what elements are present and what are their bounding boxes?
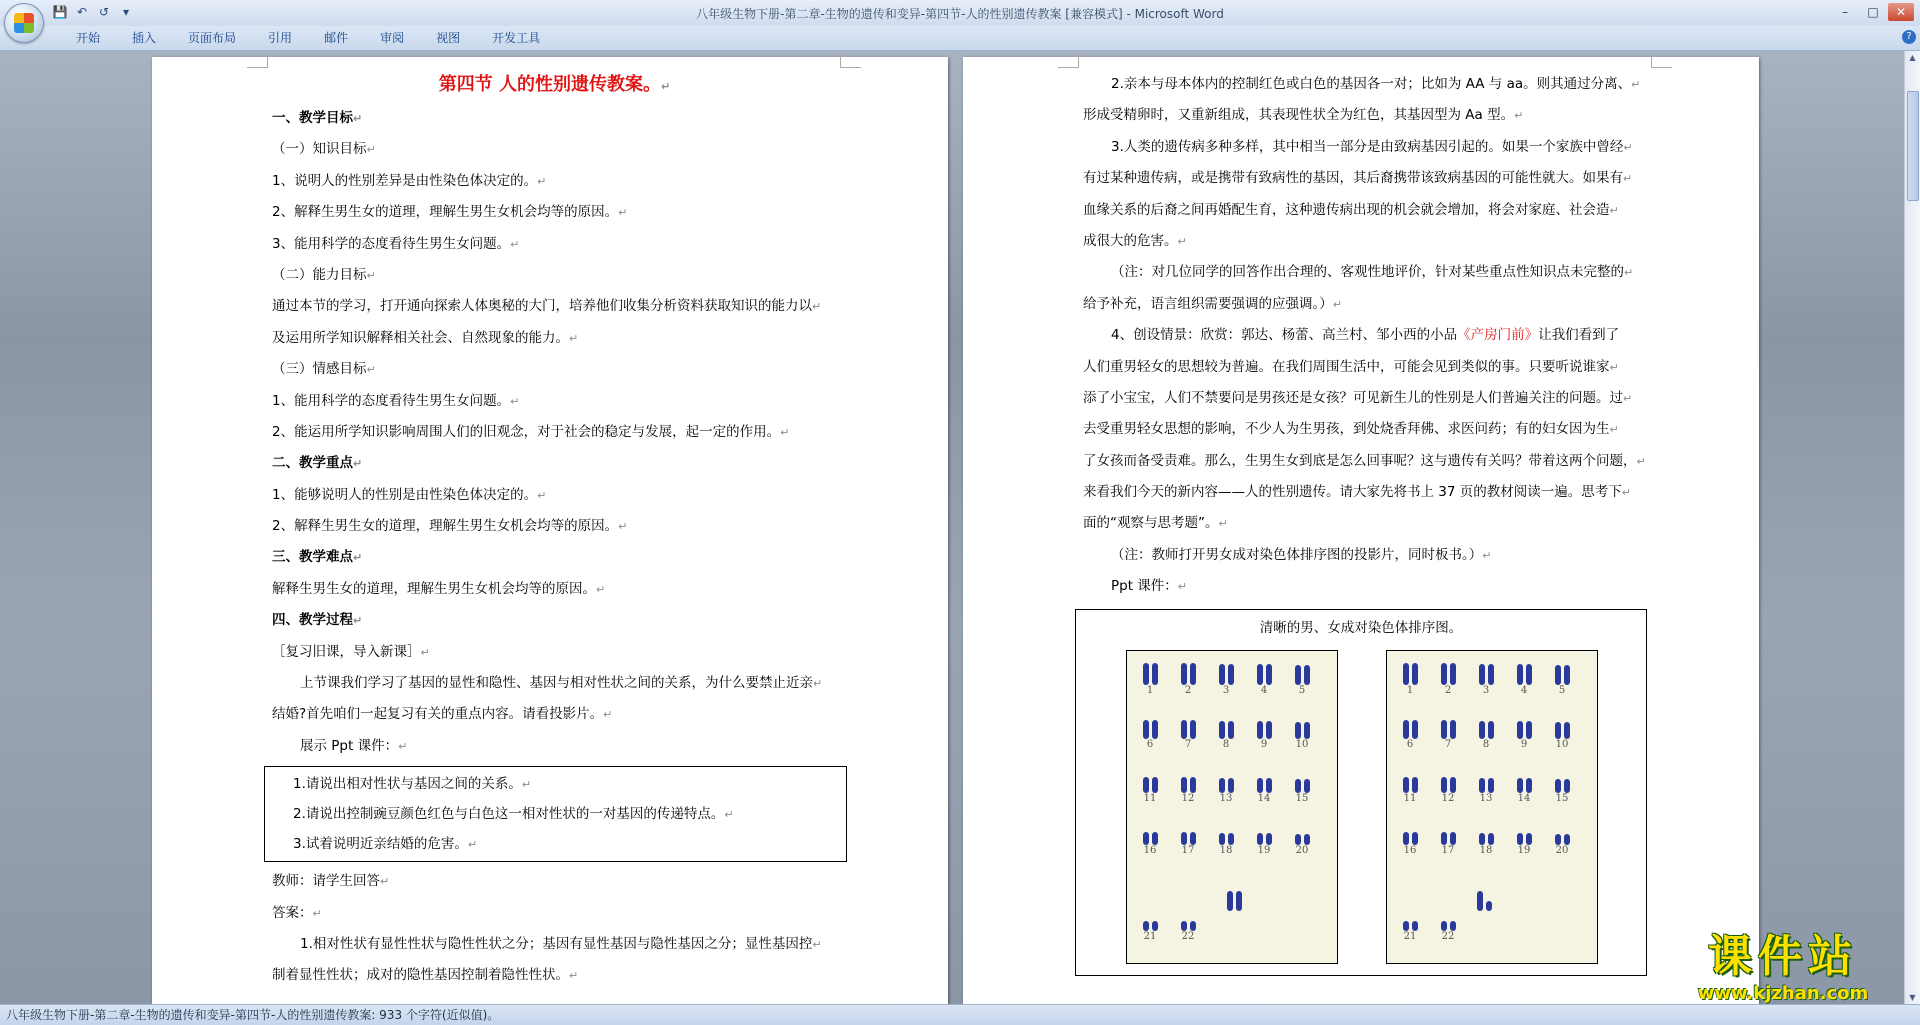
- paragraph-mark: ↵: [353, 614, 363, 628]
- chromosome-pair: [1133, 717, 1167, 751]
- paragraph-line: 教师：请学生回答↵: [272, 873, 390, 890]
- chromosome-pair: [1171, 771, 1205, 805]
- paragraph-mark: ↵: [780, 425, 790, 439]
- paragraph-mark: ↵: [618, 520, 628, 534]
- paragraph-line: 2、能运用所学知识影响周围人们的旧观念，对于社会的稳定与发展，起一定的作用。↵: [272, 423, 790, 440]
- paragraph-mark: ↵: [812, 300, 822, 314]
- chromosome-number: 15: [1555, 792, 1569, 804]
- paragraph-line: （三）情感目标↵: [272, 361, 376, 378]
- paragraph-line: 形成受精卵时，又重新组成，其表现性状全为红色，其基因型为 Aa 型。↵: [1083, 107, 1524, 124]
- paragraph-line: 一、教学目标↵: [272, 110, 363, 126]
- chromosome-number: 7: [1444, 738, 1452, 750]
- chromosome-pair: [1209, 771, 1243, 805]
- paragraph-line: 制着显性性状；成对的隐性基因控制着隐性性状。↵: [272, 967, 579, 984]
- chromosome-pair: [1469, 717, 1503, 751]
- paragraph-line: 及运用所学知识解释相关社会、自然现象的能力。↵: [272, 329, 579, 346]
- chromosome-pair: [1285, 717, 1319, 751]
- vertical-scrollbar[interactable]: [1904, 51, 1920, 1005]
- paragraph-mark: ↵: [510, 237, 520, 251]
- tab-review[interactable]: 审阅: [380, 31, 405, 45]
- ribbon: [0, 26, 1920, 51]
- chromosome-pair: [1133, 663, 1167, 697]
- karyotype-panel-male: [1386, 650, 1598, 964]
- paragraph-line: 解释生男生女的道理，理解生男生女机会均等的原因。↵: [272, 580, 606, 597]
- paragraph-line: 来看我们今天的新内容——人的性别遗传。请大家先将书上 37 页的教材阅读一遍。思考下↵: [1083, 484, 1631, 501]
- paragraph-mark: ↵: [1177, 580, 1188, 594]
- chromosome-number: 18: [1479, 844, 1493, 856]
- redo-icon[interactable]: ↺: [98, 5, 110, 19]
- paragraph-line: 四、教学过程↵: [272, 612, 363, 629]
- paragraph-mark: ↵: [1482, 548, 1492, 562]
- page-1-content: [272, 67, 837, 992]
- paragraph-line: 去受重男轻女思想的影响，不少人为生男孩，到处烧香拜佛、求医问药；有的妇女因为生↵: [1083, 421, 1619, 438]
- sex-chromosome-pair: [1467, 889, 1501, 911]
- tab-insert[interactable]: 插入: [132, 31, 157, 45]
- chromosome-pair: [1209, 663, 1243, 697]
- page-2-body-continued: [1083, 352, 1648, 603]
- paragraph-mark: ↵: [813, 677, 823, 691]
- chromosome-pair: [1171, 717, 1205, 751]
- chromosome-number: 12: [1441, 792, 1455, 804]
- scroll-down-icon[interactable]: ▼: [1909, 993, 1916, 1002]
- office-button[interactable]: [4, 3, 44, 43]
- paragraph-line: 通过本节的学习，打开通向探索人体奥秘的大门，培养他们收集分析资料获取知识的能力以↵: [272, 298, 822, 315]
- paragraph-mark: ↵: [380, 875, 390, 889]
- paragraph-line: 结婚?首先咱们一起复习有关的重点内容。请看投影片。↵: [272, 706, 613, 723]
- karyotype-figure: [1075, 609, 1647, 976]
- ppt-question: 1.请说出相对性状与基因之间的关系。↵: [293, 776, 532, 793]
- chromosome-number: 9: [1520, 738, 1528, 750]
- paragraph-line: （注：对几位同学的回答作出合理的、客观性地评价，针对某些重点性知识点未完整的↵: [1111, 264, 1634, 281]
- paragraph-line: 人们重男轻女的思想较为普遍。在我们周围生活中，可能会见到类似的事。只要听说谁家↵: [1083, 358, 1619, 375]
- chromosome-number: 21: [1143, 930, 1157, 942]
- chromosome-pair: [1507, 717, 1541, 751]
- tab-view[interactable]: 视图: [436, 31, 461, 45]
- tab-mailings[interactable]: 邮件: [324, 31, 349, 45]
- chromosome-number: 16: [1403, 844, 1417, 856]
- page-1-answers: [272, 866, 837, 992]
- chromosome-number: 14: [1257, 792, 1271, 804]
- paragraph-mark: ↵: [1514, 109, 1524, 123]
- paragraph-line: Ppt 课件：↵: [1111, 578, 1188, 595]
- chromosome-pair: [1469, 771, 1503, 805]
- paragraph-mark: ↵: [1609, 423, 1619, 437]
- paragraph-mark: ↵: [1621, 486, 1631, 500]
- chromosome-number: 2: [1444, 684, 1452, 696]
- scroll-up-icon[interactable]: ▲: [1909, 53, 1916, 62]
- chromosome-pair: [1393, 663, 1427, 697]
- window-controls: [1832, 3, 1914, 21]
- chromosome-pair: [1393, 823, 1427, 857]
- chromosome-number: 10: [1295, 738, 1309, 750]
- chromosome-pair: [1431, 909, 1465, 943]
- chromosome-pair: [1209, 823, 1243, 857]
- figure-caption: 清晰的男、女成对染色体排序图。: [1259, 619, 1463, 636]
- watermark-url: www.kjzhan.com: [1697, 983, 1869, 1004]
- chromosome-number: 4: [1260, 684, 1268, 696]
- scroll-thumb[interactable]: [1907, 91, 1919, 201]
- paragraph-mark: ↵: [1623, 172, 1633, 186]
- paragraph-mark: ↵: [353, 112, 363, 125]
- paragraph-line: 添了小宝宝，人们不禁要问是男孩还是女孩？可见新生儿的性别是人们普遍关注的问题。过↵: [1083, 389, 1633, 406]
- chromosome-number: 7: [1184, 738, 1192, 750]
- paragraph-mark: ↵: [312, 906, 322, 920]
- paragraph-mark: ↵: [569, 969, 579, 983]
- chromosome-number: 8: [1482, 738, 1490, 750]
- chromosome-number: 20: [1295, 844, 1309, 856]
- paragraph-mark: ↵: [812, 937, 822, 951]
- chromosome-number: 15: [1295, 792, 1309, 804]
- tab-page-layout[interactable]: 页面布局: [188, 31, 237, 45]
- paragraph-line: 面的“观察与思考题”。↵: [1083, 515, 1228, 532]
- chromosome-pair: [1247, 663, 1281, 697]
- chromosome-number: 22: [1181, 930, 1195, 942]
- chromosome-pair: [1507, 771, 1541, 805]
- paragraph-mark: ↵: [353, 551, 363, 565]
- save-icon[interactable]: 💾: [52, 5, 68, 19]
- chromosome-number: 17: [1181, 844, 1195, 856]
- paragraph-mark: ↵: [537, 488, 547, 502]
- chromosome-pair: [1431, 823, 1465, 857]
- paragraph-line: 了女孩而备受责难。那么，生男生女到底是怎么回事呢？这与遗传有关吗？带着这两个问题，↵: [1083, 452, 1646, 469]
- close-icon[interactable]: ✕: [1888, 3, 1914, 21]
- chromosome-number: 3: [1482, 684, 1490, 696]
- paragraph-mark: ↵: [596, 582, 606, 596]
- chromosome-pair: [1469, 663, 1503, 697]
- paragraph-line: 展示 Ppt 课件：↵: [300, 737, 408, 754]
- paragraph-line: 3、能用科学的态度看待生男生女问题。↵: [272, 235, 520, 252]
- paragraph-line: 血缘关系的后裔之间再婚配生育，这种遗传病出现的机会就会增加，将会对家庭、社会造↵: [1083, 201, 1619, 218]
- paragraph-mark: ↵: [510, 394, 520, 408]
- story-line: 4、创设情景：欣赏：郭达、杨蕾、高兰村、邹小西的小品《产房门前》让我们看到了: [1111, 327, 1620, 344]
- chromosome-pair: [1171, 823, 1205, 857]
- paragraph-mark: ↵: [618, 206, 628, 220]
- chromosome-pair: [1285, 663, 1319, 697]
- chromosome-number: 5: [1558, 684, 1566, 696]
- chromosome-number: 13: [1219, 792, 1233, 804]
- paragraph-mark: ↵: [537, 174, 547, 188]
- chromosome-number: 22: [1441, 930, 1455, 942]
- chromosome-number: 1: [1146, 684, 1154, 696]
- chromosome-number: 6: [1406, 738, 1414, 750]
- paragraph-mark: ↵: [1609, 203, 1619, 217]
- paragraph-line: 有过某种遗传病，或是携带有致病性的基因，其后裔携带该致病基因的可能性就大。如果有↵: [1083, 170, 1633, 187]
- chromosome-number: 6: [1146, 738, 1154, 750]
- page-2[interactable]: [963, 57, 1759, 1005]
- chromosome-number: 19: [1257, 844, 1271, 856]
- chromosome-number: 8: [1222, 738, 1230, 750]
- chromosome-number: 12: [1181, 792, 1195, 804]
- title-bar: [0, 0, 1920, 27]
- help-icon[interactable]: ?: [1902, 30, 1916, 44]
- chromosome-pair: [1393, 771, 1427, 805]
- tab-developer[interactable]: 开发工具: [492, 31, 541, 45]
- chromosome-number: 19: [1517, 844, 1531, 856]
- crop-mark: [1058, 53, 1079, 68]
- chromosome-pair: [1545, 771, 1579, 805]
- chromosome-pair: [1133, 823, 1167, 857]
- paragraph-mark: ↵: [420, 645, 430, 659]
- chromosome-pair: [1247, 823, 1281, 857]
- paragraph-mark: ↵: [1631, 78, 1641, 91]
- paragraph-line: 1、说明人的性别差异是由性染色体决定的。↵: [272, 172, 547, 189]
- maximize-icon[interactable]: □: [1867, 5, 1879, 19]
- document-title: 第四节 人的性别遗传教案。↵: [438, 74, 671, 95]
- paragraph-line: 2、解释生男生女的道理，理解生男生女机会均等的原因。↵: [272, 518, 628, 535]
- paragraph-line: 1、能够说明人的性别是由性染色体决定的。↵: [272, 486, 547, 503]
- paragraph-line: （二）能力目标↵: [272, 266, 376, 283]
- status-bar: [0, 1004, 1920, 1025]
- ppt-question: 2.请说出控制豌豆颜色红色与白色这一相对性状的一对基因的传递特点。↵: [293, 806, 734, 823]
- office-logo-icon: [14, 13, 34, 33]
- chromosome-number: 5: [1298, 684, 1306, 696]
- chromosome-pair: [1431, 717, 1465, 751]
- chromosome-pair: [1545, 823, 1579, 857]
- document-workspace: [0, 51, 1905, 1005]
- paragraph-mark: ↵: [1623, 391, 1633, 405]
- status-text: 八年级生物下册-第二章-生物的遗传和变异-第四节-人的性别遗传教案: 933 个字符(近似值)。: [6, 1008, 500, 1022]
- paragraph-line: 答案：↵: [272, 904, 322, 921]
- chromosome-pair: [1285, 823, 1319, 857]
- paragraph-mark: ↵: [366, 143, 376, 157]
- paragraph-line: （一）知识目标↵: [272, 141, 376, 158]
- chromosome-number: 17: [1441, 844, 1455, 856]
- undo-icon[interactable]: ↶: [76, 5, 88, 19]
- chromosome-pair: [1247, 771, 1281, 805]
- paragraph-line: 二、教学重点↵: [272, 455, 363, 472]
- paragraph-mark: ↵: [353, 457, 363, 471]
- chromosome-pair: [1507, 823, 1541, 857]
- tab-home[interactable]: 开始: [76, 31, 101, 45]
- page-2-body: [1083, 69, 1648, 320]
- chromosome-pair: [1133, 771, 1167, 805]
- paragraph-line: 1、能用科学的态度看待生男生女问题。↵: [272, 392, 520, 409]
- chromosome-number: 16: [1143, 844, 1157, 856]
- chromosome-number: 4: [1520, 684, 1528, 696]
- paragraph-mark: ↵: [366, 268, 376, 282]
- paragraph-mark: ↵: [603, 708, 613, 722]
- chromosome-number: 21: [1403, 930, 1417, 942]
- chromosome-pair: [1393, 909, 1427, 943]
- page-2-content: [1083, 69, 1648, 976]
- chromosome-pair: [1545, 663, 1579, 697]
- paragraph-mark: ↵: [1624, 266, 1634, 280]
- ppt-questions-box: [264, 766, 847, 862]
- paragraph-line: 给予补充，语言组织需要强调的应强调。）↵: [1083, 295, 1342, 312]
- chromosome-number: 1: [1406, 684, 1414, 696]
- paragraph-mark: ↵: [1609, 360, 1619, 374]
- chromosome-number: 9: [1260, 738, 1268, 750]
- tab-references[interactable]: 引用: [268, 31, 293, 45]
- chromosome-number: 14: [1517, 792, 1531, 804]
- chromosome-number: 20: [1555, 844, 1569, 856]
- paragraph-mark: ↵: [1332, 297, 1342, 311]
- story-title: 《产房门前》: [1457, 327, 1539, 344]
- crop-mark: [840, 53, 861, 68]
- chromosome-number: 18: [1219, 844, 1233, 856]
- chromosome-pair: [1545, 717, 1579, 751]
- paragraph-mark: ↵: [569, 331, 579, 345]
- page-1-body: [272, 103, 837, 762]
- paragraph-mark: ↵: [1177, 234, 1187, 248]
- chromosome-number: 11: [1403, 792, 1417, 804]
- chromosome-number: 11: [1143, 792, 1157, 804]
- crop-mark: [1651, 53, 1672, 68]
- crop-mark: [247, 53, 268, 68]
- chromosome-pair: [1133, 909, 1167, 943]
- paragraph-mark: ↵: [1218, 517, 1228, 531]
- paragraph-mark: ↵: [1636, 454, 1646, 468]
- chromosome-number: 3: [1222, 684, 1230, 696]
- paragraph-line: （注：教师打开男女成对染色体排序图的投影片，同时板书。）↵: [1111, 546, 1492, 563]
- paragraph-line: ［复习旧课，导入新课］↵: [272, 643, 430, 660]
- paragraph-line: 1.相对性状有显性性状与隐性性状之分；基因有显性基因与隐性基因之分；显性基因控↵: [300, 935, 822, 952]
- paragraph-line: 2、解释生男生女的道理，理解生男生女机会均等的原因。↵: [272, 204, 628, 221]
- paragraph-mark: ↵: [1623, 140, 1633, 154]
- chromosome-pair: [1431, 771, 1465, 805]
- chromosome-pair: [1209, 717, 1243, 751]
- chromosome-number: 10: [1555, 738, 1569, 750]
- site-watermark: [1668, 931, 1898, 1009]
- watermark-title: 课件站: [1708, 931, 1858, 982]
- paragraph-line: 3.人类的遗传病多种多样，其中相当一部分是由致病基因引起的。如果一个家族中曾经↵: [1111, 138, 1633, 155]
- chromosome-pair: [1507, 663, 1541, 697]
- chromosome-pair: [1285, 771, 1319, 805]
- chromosome-pair: [1247, 717, 1281, 751]
- chromosome-number: 2: [1184, 684, 1192, 696]
- chromosome-number: 13: [1479, 792, 1493, 804]
- karyotype-panel-female: [1126, 650, 1338, 964]
- paragraph-line: 三、教学难点↵: [272, 549, 363, 566]
- paragraph-line: 2.亲本与母本体内的控制红色或白色的基因各一对；比如为 AA 与 aa。则其通过分离、↵: [1111, 76, 1641, 92]
- sex-chromosome-pair: [1217, 889, 1251, 911]
- window-title: 八年级生物下册-第二章-生物的遗传和变异-第四节-人的性别遗传教案 [兼容模式] - Microsoft Word: [696, 7, 1224, 21]
- chromosome-pair: [1469, 823, 1503, 857]
- chromosome-pair: [1171, 663, 1205, 697]
- ppt-question: 3.试着说明近亲结婚的危害。↵: [293, 836, 478, 853]
- paragraph-line: 成很大的危害。↵: [1083, 232, 1187, 249]
- paragraph-line: 上节课我们学习了基因的显性和隐性、基因与相对性状之间的关系，为什么要禁止近亲↵: [300, 675, 823, 692]
- paragraph-mark: ↵: [398, 739, 408, 753]
- page-1[interactable]: [152, 57, 948, 1005]
- minimize-icon[interactable]: –: [1842, 5, 1848, 19]
- chromosome-pair: [1171, 909, 1205, 943]
- chromosome-pair: [1393, 717, 1427, 751]
- chromosome-pair: [1431, 663, 1465, 697]
- customize-icon[interactable]: ▾: [122, 5, 130, 19]
- paragraph-mark: ↵: [366, 363, 376, 377]
